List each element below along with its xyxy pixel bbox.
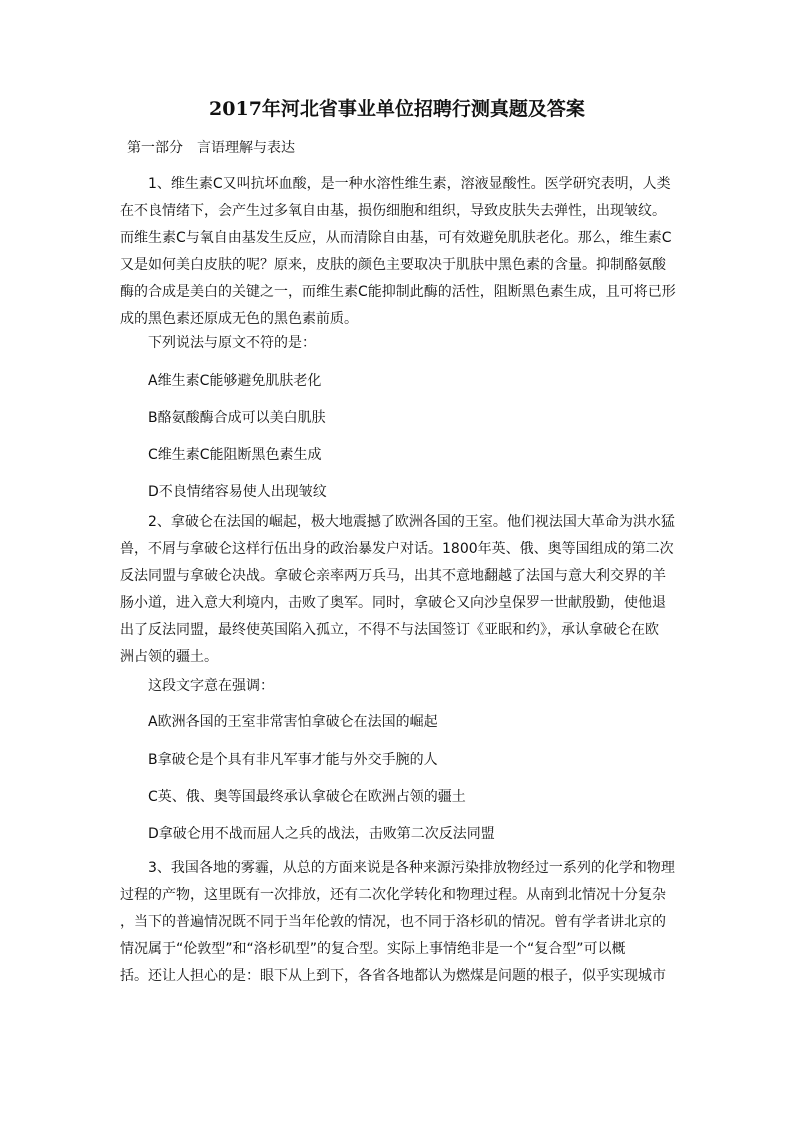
question-2-prompt: 这段文字意在强调： bbox=[148, 678, 274, 694]
question-3-passage bbox=[120, 855, 690, 990]
question-1-passage bbox=[120, 171, 690, 333]
passage-line: 在不良情绪下，会产生过多氧自由基，损伤细胞和组织，导致皮肤失去弹性，出现皱纹。 bbox=[120, 203, 666, 219]
passage-line: 又是如何美白皮肤的呢？原来，皮肤的颜色主要取决于肌肤中黑色素的含量。抑制酪氨酸 bbox=[120, 257, 666, 273]
section-heading: 第一部分 言语理解与表达 bbox=[127, 140, 295, 156]
question-2-option-d: D拿破仑用不战而屈人之兵的战法，击败第二次反法同盟 bbox=[148, 826, 495, 842]
question-1-option-d: D不良情绪容易使人出现皱纹 bbox=[148, 484, 327, 500]
passage-line: 兽，不屑与拿破仑这样行伍出身的政治暴发户对话。1800年英、俄、奥等国组成的第二次 bbox=[120, 541, 674, 557]
question-2-passage bbox=[120, 509, 690, 671]
passage-line: 2、拿破仑在法国的崛起，极大地震撼了欧洲各国的王室。他们视法国大革命为洪水猛 bbox=[148, 514, 675, 530]
question-2-option-a: A欧洲各国的王室非常害怕拿破仑在法国的崛起 bbox=[148, 714, 438, 730]
passage-line: 1、维生素C又叫抗坏血酸，是一种水溶性维生素，溶液显酸性。医学研究表明，人类 bbox=[148, 176, 671, 192]
passage-line: 括。还让人担心的是：眼下从上到下，各省各地都认为燃煤是问题的根子，似乎实现城市 bbox=[120, 968, 666, 984]
passage-line: ，当下的普遍情况既不同于当年伦敦的情况，也不同于洛杉矶的情况。曾有学者讲北京的 bbox=[120, 914, 666, 930]
passage-line: 反法同盟与拿破仑决战。拿破仑亲率两万兵马，出其不意地翻越了法国与意大利交界的羊 bbox=[120, 568, 666, 584]
question-1-option-a: A维生素C能够避免肌肤老化 bbox=[148, 373, 322, 389]
passage-line: 过程的产物，这里既有一次排放，还有二次化学转化和物理过程。从南到北情况十分复杂 bbox=[120, 887, 666, 903]
passage-line: 肠小道，进入意大利境内，击败了奥军。同时，拿破仑又向沙皇保罗一世献殷勤，使他退 bbox=[120, 595, 666, 611]
passage-line: 而维生素C与氧自由基发生反应，从而清除自由基，可有效避免肌肤老化。那么，维生素C bbox=[120, 230, 672, 246]
passage-line: 出了反法同盟，最终使英国陷入孤立，不得不与法国签订《亚眠和约》，承认拿破仑在欧 bbox=[120, 622, 659, 638]
passage-line: 洲占领的疆土。 bbox=[120, 649, 218, 665]
passage-line: 情况属于“伦敦型”和“洛杉矶型”的复合型。实际上事情绝非是一个“复合型”可以概 bbox=[120, 941, 626, 957]
passage-line: 酶的合成是美白的关键之一，而维生素C能抑制此酶的活性，阻断黑色素生成，且可将已形 bbox=[120, 284, 676, 300]
passage-line: 3、我国各地的雾霾，从总的方面来说是各种来源污染排放物经过一系列的化学和物理 bbox=[148, 860, 675, 876]
question-2-option-b: B拿破仑是个具有非凡军事才能与外交手腕的人 bbox=[148, 752, 438, 768]
document-title: 2017年河北省事业单位招聘行测真题及答案 bbox=[209, 98, 585, 120]
question-2-option-c: C英、俄、奥等国最终承认拿破仑在欧洲占领的疆土 bbox=[148, 789, 466, 805]
question-1-prompt: 下列说法与原文不符的是： bbox=[148, 335, 316, 351]
question-1-option-b: B酪氨酸酶合成可以美白肌肤 bbox=[148, 410, 326, 426]
passage-line: 成的黑色素还原成无色的黑色素前质。 bbox=[120, 311, 358, 327]
question-1-option-c: C维生素C能阻断黑色素生成 bbox=[148, 447, 322, 463]
